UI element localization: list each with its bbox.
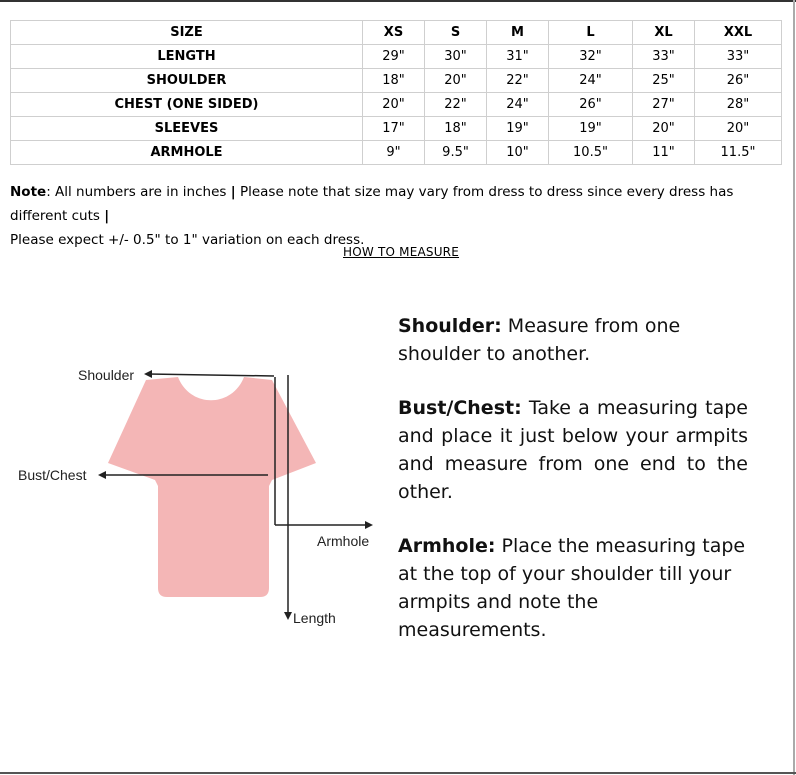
- size-header-cell: L: [549, 21, 633, 45]
- bust-label: Bust/Chest: [18, 467, 87, 483]
- table-cell: 19": [549, 117, 633, 141]
- frame-bottom-border: [0, 772, 796, 774]
- shoulder-measure-line: [148, 374, 274, 376]
- frame-top-border: [0, 0, 796, 2]
- table-cell: 26": [695, 69, 782, 93]
- length-label: Length: [293, 610, 336, 626]
- shoulder-arrowhead: [144, 370, 152, 378]
- table-row-sleeves: [11, 117, 782, 141]
- table-row-shoulder: [11, 69, 782, 93]
- row-label: CHEST (ONE SIDED): [11, 93, 363, 117]
- table-cell: 10.5": [549, 141, 633, 165]
- table-cell: 30": [425, 45, 487, 69]
- table-cell: 22": [425, 93, 487, 117]
- tshirt-shape: [108, 377, 316, 597]
- instruction-title: Bust/Chest:: [398, 397, 522, 419]
- table-cell: 27": [633, 93, 695, 117]
- table-cell: 11": [633, 141, 695, 165]
- tshirt-measure-diagram: [0, 300, 390, 640]
- frame-right-border: [793, 0, 795, 775]
- armhole-label: Armhole: [317, 533, 370, 549]
- table-row-chest: [11, 93, 782, 117]
- table-cell: 11.5": [695, 141, 782, 165]
- table-cell: 18": [425, 117, 487, 141]
- note-text-2: Please note that size may vary from dress to dress since every dress has different cuts: [10, 184, 734, 224]
- table-cell: 22": [487, 69, 549, 93]
- row-label: LENGTH: [11, 45, 363, 69]
- table-cell: 20": [363, 93, 425, 117]
- table-cell: 20": [425, 69, 487, 93]
- size-note: [10, 180, 786, 252]
- table-cell: 29": [363, 45, 425, 69]
- size-header-cell: XXL: [695, 21, 782, 45]
- table-cell: 17": [363, 117, 425, 141]
- how-to-measure-link[interactable]: HOW TO MEASURE: [343, 245, 460, 259]
- table-cell: 9": [363, 141, 425, 165]
- instruction-text: Measure from one shoulder to another.: [398, 315, 681, 365]
- table-cell: 10": [487, 141, 549, 165]
- table-cell: 26": [549, 93, 633, 117]
- table-cell: 20": [633, 117, 695, 141]
- length-arrowhead: [284, 612, 292, 620]
- shoulder-instruction: [398, 312, 748, 368]
- instruction-text: Take a measuring tape and place it just below your armpits and measure from one end to the other.: [398, 397, 748, 503]
- instruction-title: Armhole:: [398, 535, 496, 557]
- size-header-cell: M: [487, 21, 549, 45]
- size-header-cell: XL: [633, 21, 695, 45]
- bust-instruction: [398, 394, 748, 506]
- table-cell: 33": [695, 45, 782, 69]
- armhole-instruction: [398, 532, 748, 644]
- table-cell: 19": [487, 117, 549, 141]
- table-cell: 18": [363, 69, 425, 93]
- row-label: SHOULDER: [11, 69, 363, 93]
- bust-arrowhead: [98, 471, 106, 479]
- row-label: SLEEVES: [11, 117, 363, 141]
- note-text-3: Please expect +/- 0.5" to 1" variation on each dress.: [10, 232, 365, 248]
- size-header-cell: S: [425, 21, 487, 45]
- note-separator: |: [230, 184, 236, 200]
- table-cell: 9.5": [425, 141, 487, 165]
- note-text-1: : All numbers are in inches: [46, 184, 231, 200]
- measure-instructions: [398, 312, 748, 670]
- table-cell: 28": [695, 93, 782, 117]
- note-separator: |: [104, 208, 110, 224]
- table-cell: 25": [633, 69, 695, 93]
- note-label: Note: [10, 184, 47, 200]
- instruction-title: Shoulder:: [398, 315, 502, 337]
- row-label: ARMHOLE: [11, 141, 363, 165]
- table-cell: 24": [549, 69, 633, 93]
- size-header-row: [11, 21, 782, 45]
- table-cell: 33": [633, 45, 695, 69]
- table-cell: 32": [549, 45, 633, 69]
- instruction-text: Place the measuring tape at the top of your shoulder till your armpits and note the measurements.: [398, 535, 746, 641]
- table-cell: 31": [487, 45, 549, 69]
- table-row-armhole: [11, 141, 782, 165]
- armhole-arrowhead: [365, 521, 373, 529]
- shoulder-label: Shoulder: [78, 367, 135, 383]
- size-chart-table: [10, 20, 782, 165]
- size-header-cell: SIZE: [11, 21, 363, 45]
- table-cell: 20": [695, 117, 782, 141]
- table-row-length: [11, 45, 782, 69]
- table-cell: 24": [487, 93, 549, 117]
- size-header-cell: XS: [363, 21, 425, 45]
